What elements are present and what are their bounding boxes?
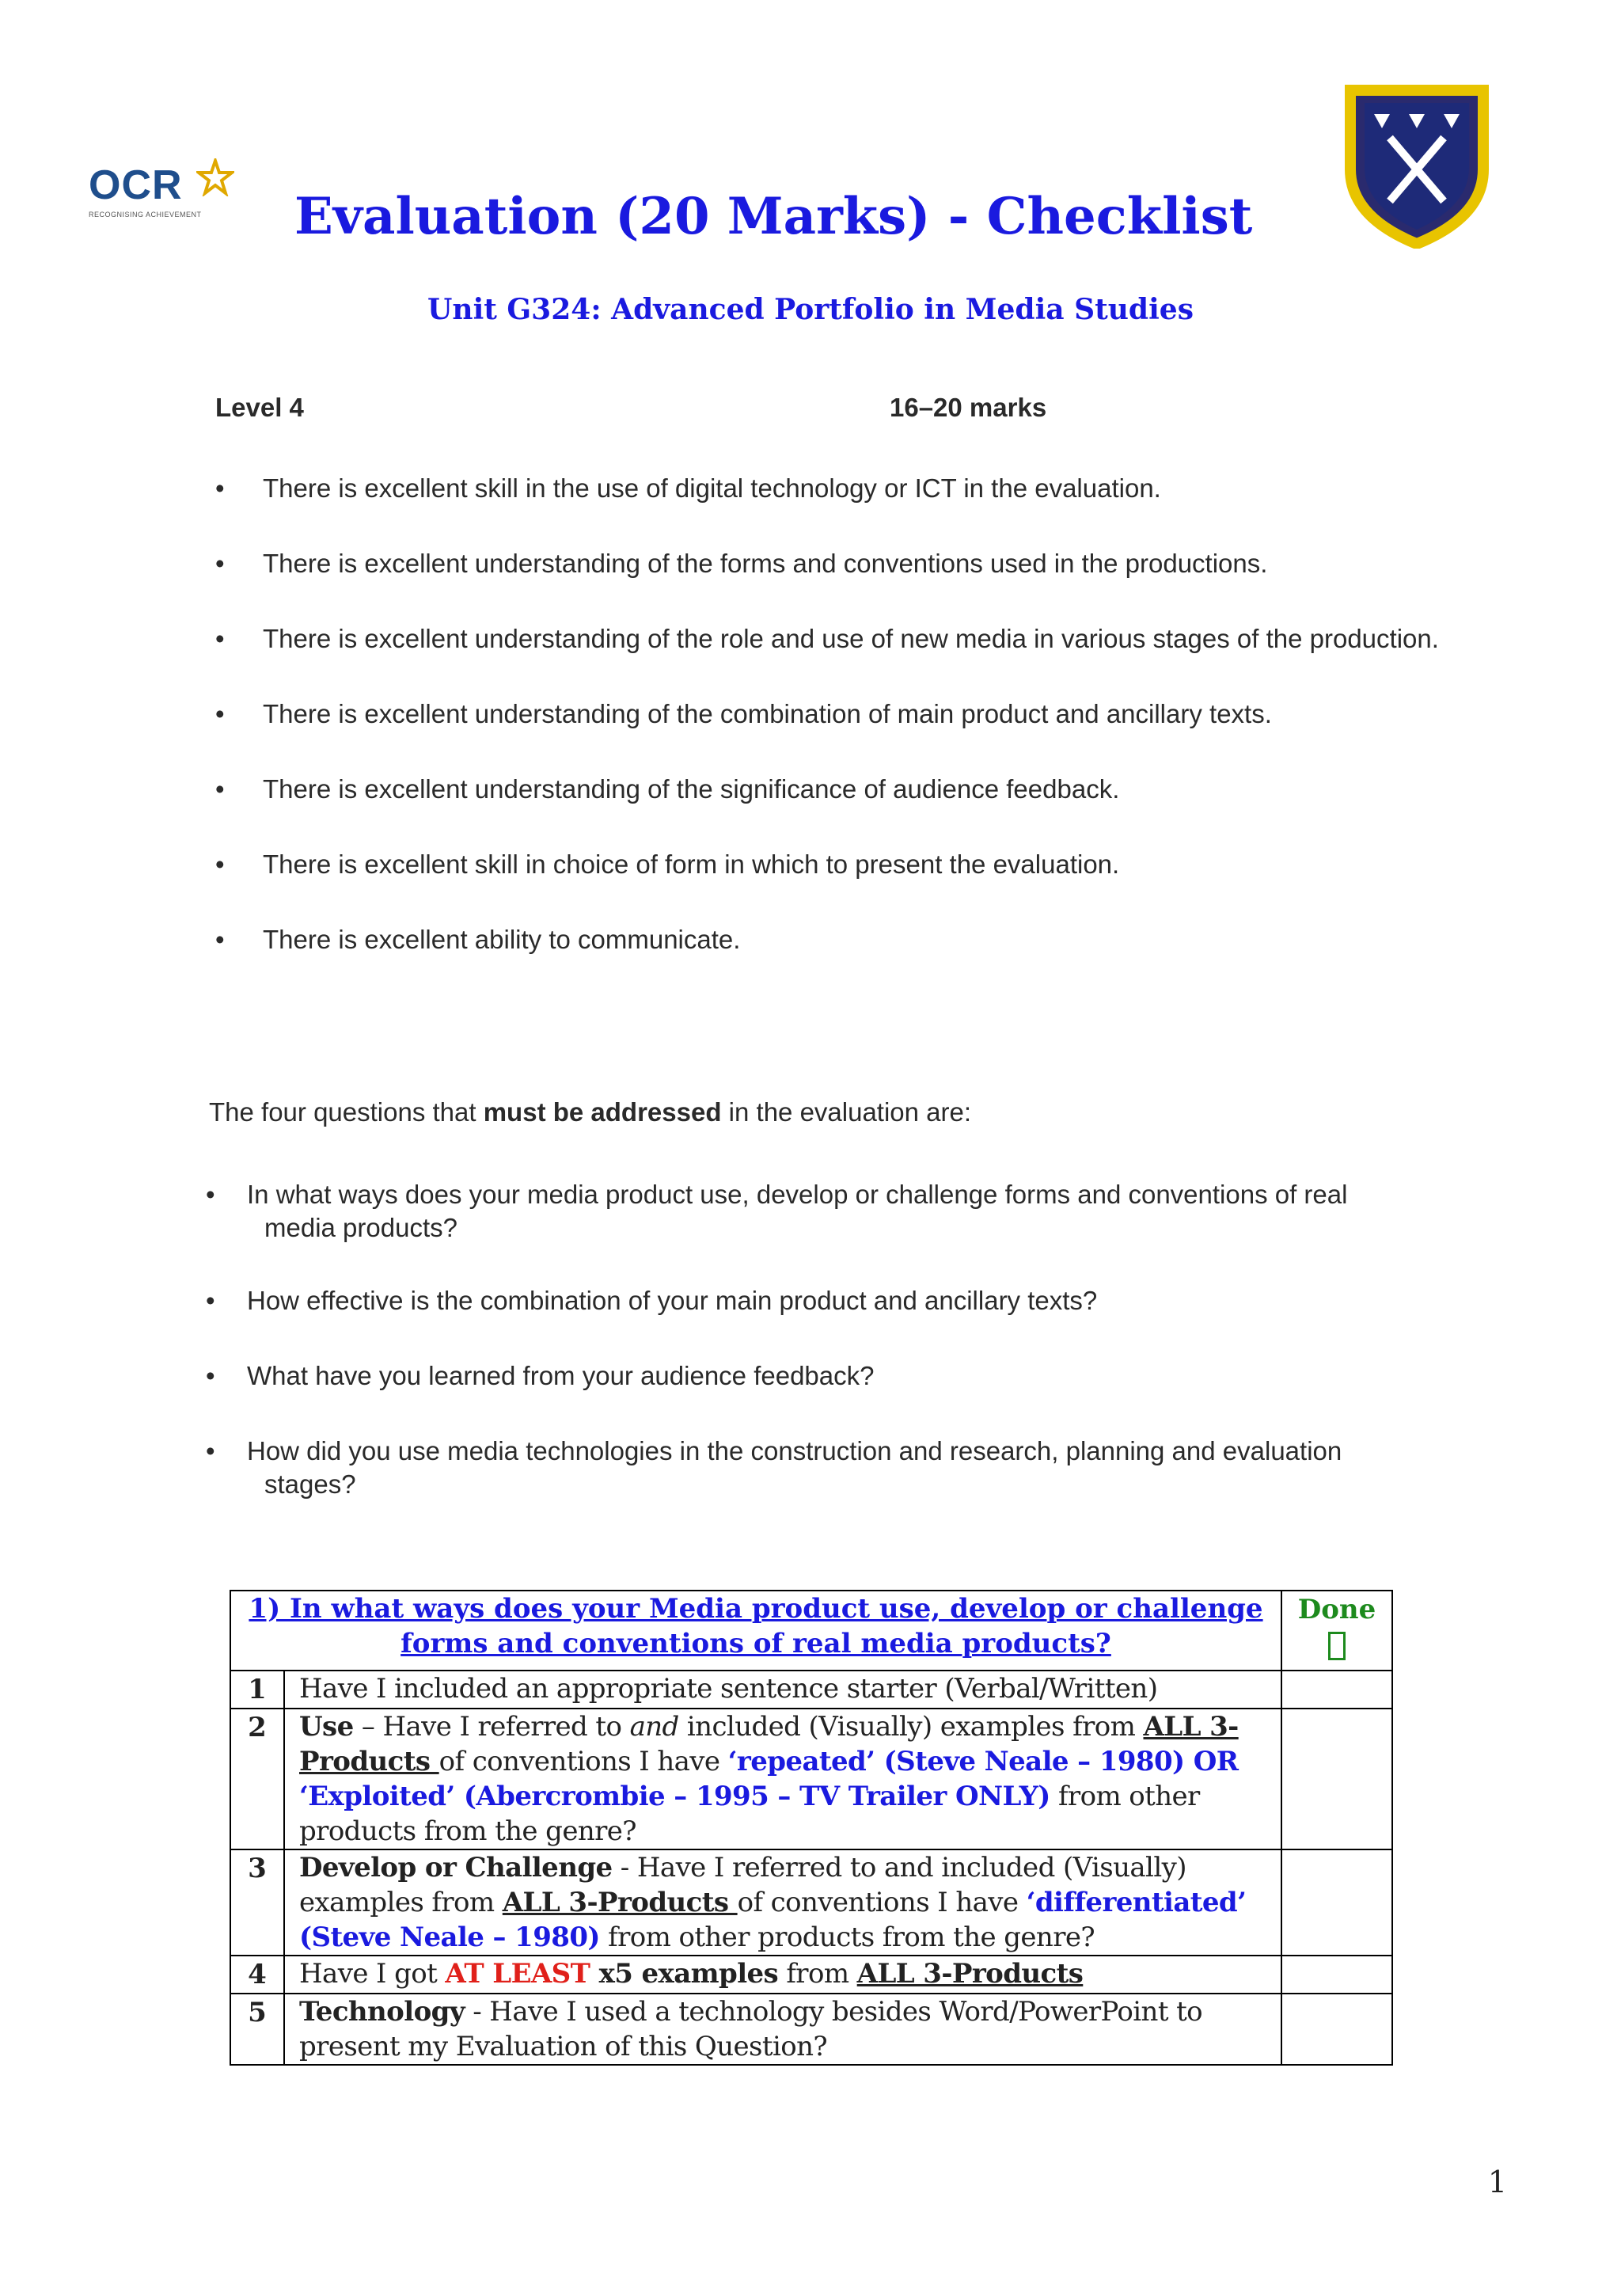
bullet-icon: • — [215, 699, 225, 728]
row-text: Have I got AT LEAST x5 examples from ALL 3-Products — [284, 1956, 1281, 1994]
criteria-item: • There is excellent skill in the use of digital technology or ICT in the evaluation. — [209, 472, 1444, 505]
bullet-icon: • — [206, 1361, 215, 1390]
row-number: 3 — [230, 1849, 284, 1956]
table-row — [230, 1671, 1392, 1709]
row-text: Use – Have I referred to and included (Visually) examples from ALL 3-Products of conventions I have ‘repeated’ (Steve Neale – 1980) OR ‘Exploited’ (Abercrombie – 1995 – TV Trailer ONLY) from other products from the genre? — [284, 1709, 1281, 1849]
checkbox-icon — [1328, 1632, 1346, 1660]
level-label: Level 4 — [215, 393, 304, 422]
done-cell[interactable] — [1281, 1709, 1392, 1849]
bullet-icon: • — [215, 624, 225, 653]
school-crest-icon — [1342, 82, 1491, 249]
page-title: Evaluation (20 Marks) - Checklist — [294, 187, 1253, 246]
table-row — [230, 1956, 1392, 1994]
done-cell[interactable] — [1281, 1849, 1392, 1956]
question-item: • What have you learned from your audience feedback? — [203, 1359, 1453, 1393]
questions-intro: The four questions that must be addressed in the evaluation are: — [209, 1097, 972, 1127]
criteria-item: • There is excellent understanding of the role and use of new media in various stages of the production. — [209, 622, 1444, 656]
marks-range: 16–20 marks — [890, 393, 1047, 422]
bullet-icon: • — [215, 774, 225, 804]
criteria-item: • There is excellent understanding of the combination of main product and ancillary texts. — [209, 698, 1444, 731]
question-item: • How did you use media technologies in the construction and research, planning and evaluation stages? — [206, 1436, 1342, 1499]
ocr-star-icon — [196, 158, 234, 196]
row-text: Technology - Have I used a technology besides Word/PowerPoint to present my Evaluation of this Question? — [284, 1994, 1281, 2065]
row-number: 4 — [230, 1956, 284, 1994]
table-header-row — [230, 1591, 1392, 1671]
question-header: 1) In what ways does your Media product use, develop or challenge forms and conventions of real media products? — [230, 1591, 1281, 1671]
checklist-table — [230, 1590, 1393, 2066]
done-cell[interactable] — [1281, 1671, 1392, 1709]
done-cell[interactable] — [1281, 1956, 1392, 1994]
ocr-logo-tagline: RECOGNISING ACHIEVEMENT — [89, 211, 202, 219]
done-cell[interactable] — [1281, 1994, 1392, 2065]
bullet-icon: • — [215, 549, 225, 578]
table-row — [230, 1709, 1392, 1849]
criteria-item: • There is excellent skill in choice of form in which to present the evaluation. — [209, 848, 1444, 881]
bullet-icon: • — [215, 473, 225, 503]
page-number: 1 — [1487, 2165, 1507, 2199]
table-row — [230, 1994, 1392, 2065]
bullet-icon: • — [206, 1436, 215, 1465]
done-header: Done — [1281, 1591, 1392, 1671]
bullet-icon: • — [215, 850, 225, 879]
row-number: 1 — [230, 1671, 284, 1709]
criteria-item: • There is excellent understanding of the significance of audience feedback. — [209, 773, 1444, 806]
bullet-icon: • — [215, 925, 225, 954]
bullet-icon: • — [206, 1286, 215, 1315]
row-number: 2 — [230, 1709, 284, 1849]
row-text: Have I included an appropriate sentence starter (Verbal/Written) — [284, 1671, 1281, 1709]
question-item: • How effective is the combination of your main product and ancillary texts? — [203, 1284, 1453, 1317]
criteria-item: • There is excellent understanding of the forms and conventions used in the productions. — [209, 547, 1444, 580]
table-row — [230, 1849, 1392, 1956]
page-subtitle: Unit G324: Advanced Portfolio in Media Studies — [427, 293, 1194, 326]
question-item: • In what ways does your media product use, develop or challenge forms and conventions of real media products? — [206, 1180, 1348, 1242]
questions-list — [203, 1178, 1453, 1501]
row-text: Develop or Challenge - Have I referred to and included (Visually) examples from ALL 3-Products of conventions I have ‘differentiated’ (Steve Neale – 1980) from other products from the genre? — [284, 1849, 1281, 1956]
ocr-logo-text: OCR — [89, 162, 183, 208]
criteria-list — [209, 472, 1444, 956]
criteria-item: • There is excellent ability to communicate. — [209, 923, 1444, 956]
row-number: 5 — [230, 1994, 284, 2065]
bullet-icon: • — [206, 1180, 215, 1209]
